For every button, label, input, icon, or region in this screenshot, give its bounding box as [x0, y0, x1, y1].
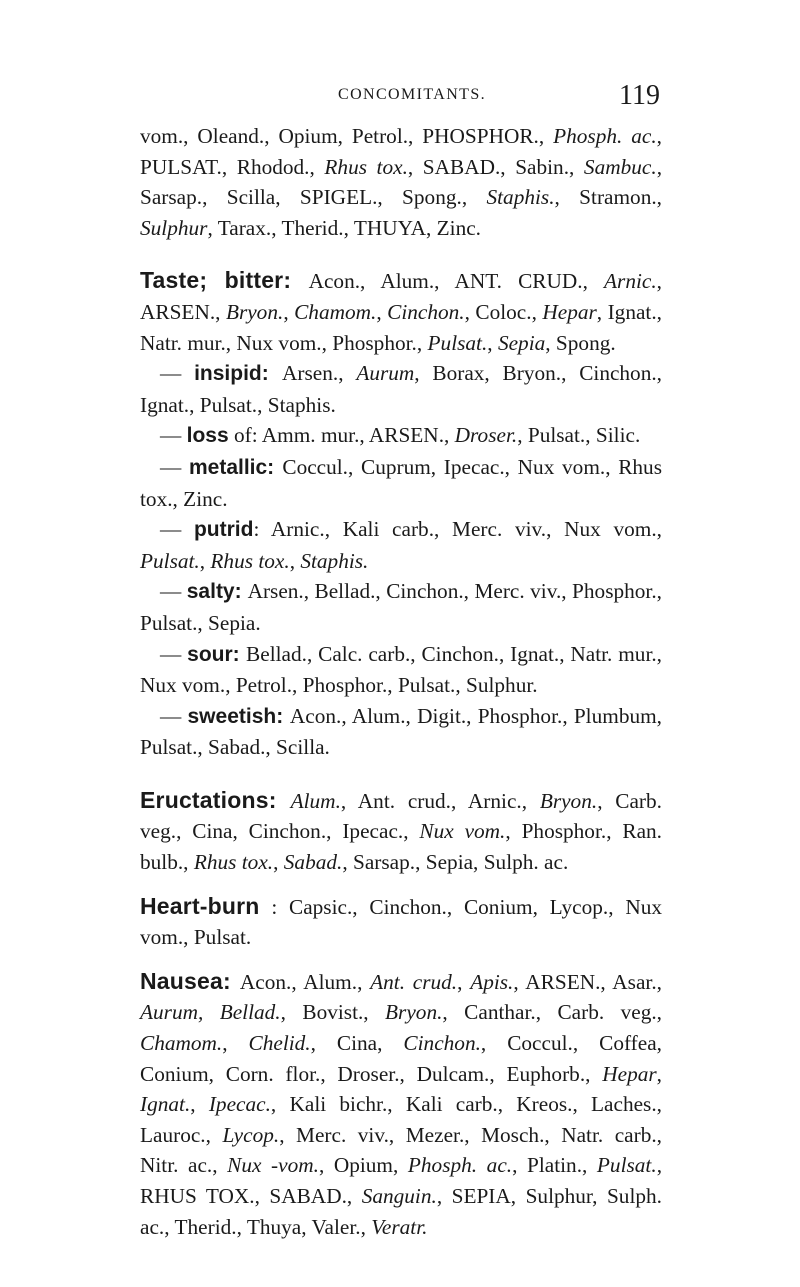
italic-remedy: Staphis.: [300, 548, 369, 573]
text-run: , Pulsat., Silic.: [517, 423, 641, 448]
entry-heading: Nausea:: [140, 967, 240, 994]
text-run: , ARSEN., Asar.,: [513, 969, 662, 994]
italic-remedy: Veratr.: [371, 1214, 428, 1239]
subentry-heading: putrid: [193, 518, 254, 542]
subentry-paragraph: [140, 420, 662, 452]
italic-remedy: Hepar: [602, 1061, 657, 1086]
italic-remedy: Ant. crud.: [370, 969, 458, 994]
text-run: ,: [289, 548, 301, 573]
continuation-paragraph: [140, 121, 662, 243]
entry-paragraph: [140, 891, 662, 953]
subentry-paragraph: [140, 576, 662, 638]
text-run: , Stramon.,: [554, 185, 662, 210]
italic-remedy: Nux -vom.: [227, 1153, 319, 1178]
subentry-paragraph: [140, 358, 662, 420]
text-run: Coccul., Cuprum, Ipecac., Nux vom., Rhus tox., Zinc.: [140, 454, 662, 511]
subentry-heading: metallic:: [188, 455, 283, 479]
italic-remedy: Pulsat.: [427, 330, 488, 355]
text-run: —: [160, 641, 188, 666]
text-run: , Coloc.,: [464, 299, 543, 324]
text-run: —: [160, 579, 187, 604]
text-run: —: [160, 517, 194, 542]
page-number: 119: [619, 80, 660, 111]
italic-remedy: Chamom.: [294, 299, 377, 324]
italic-remedy: Pulsat.: [140, 548, 200, 573]
entry-heading: Eructations:: [140, 786, 291, 813]
italic-remedy: Phosph. ac.: [407, 1153, 513, 1178]
text-run: ,: [222, 1031, 249, 1056]
entry-paragraph: [140, 265, 662, 358]
text-run: ,: [190, 1092, 209, 1117]
italic-remedy: Arnic.: [604, 269, 657, 294]
italic-remedy: Sulphur: [140, 215, 208, 240]
text-run: of: Amm. mur., ARSEN.,: [228, 423, 455, 448]
subentry-heading: sour:: [187, 642, 247, 666]
italic-remedy: Aurum: [356, 361, 415, 386]
text-run: Acon., Alum.,: [239, 969, 371, 994]
italic-remedy: Staphis.: [486, 185, 555, 210]
text-run: : Capsic., Cinchon., Conium, Lycop., Nux vom., Pulsat.: [140, 894, 662, 950]
italic-remedy: Rhus tox.: [210, 548, 290, 573]
italic-remedy: Bryon.: [539, 788, 598, 813]
italic-remedy: Cinchon.: [403, 1031, 481, 1056]
text-run: : Arnic., Kali carb., Merc. viv., Nux vom.,: [253, 517, 662, 542]
text-run: —: [160, 703, 188, 728]
italic-remedy: Droser.: [454, 423, 518, 448]
text-run: ,: [283, 299, 295, 324]
italic-remedy: Ignat.: [140, 1092, 191, 1117]
text-run: ,: [273, 850, 284, 875]
text-run: , Coccul., Coffea, Conium, Corn. flor., Droser., Dulcam., Euphorb.,: [140, 1031, 662, 1086]
italic-remedy: Bryon.: [385, 1000, 443, 1025]
text-run: Acon., Alum., Digit., Phosphor., Plumbum, Pulsat., Sabad., Scilla.: [140, 703, 662, 760]
text-run: —: [160, 454, 189, 479]
italic-remedy: Pulsat.: [596, 1153, 657, 1178]
italic-remedy: Cinchon.: [387, 299, 465, 324]
subentry-paragraph: [140, 639, 662, 701]
text-run: , Sarsap., Scilla, SPIGEL., Spong.,: [140, 154, 663, 210]
text-run: —: [160, 361, 195, 386]
text-run: , ARSEN.,: [140, 269, 662, 324]
text-run: , SEPIA, Sulphur, Sulph. ac., Therid., Thuya, Valer.,: [140, 1184, 662, 1239]
text-run: , Bovist.,: [280, 1000, 386, 1025]
text-run: , Phosphor., Ran. bulb.,: [140, 819, 663, 875]
text-run: Acon., Alum., ANT. CRUD.,: [308, 269, 605, 294]
text-run: ,: [487, 330, 498, 355]
italic-remedy: Rhus tox.: [324, 154, 408, 179]
text-run: ,: [376, 299, 388, 324]
italic-remedy: Phosph. ac.: [553, 124, 657, 148]
text-run: Arsen.,: [282, 361, 357, 386]
entry-paragraph: [140, 785, 662, 878]
entry-heading: Taste; bitter:: [140, 267, 309, 294]
italic-remedy: Bryon.: [225, 299, 284, 324]
text-run: , Carb. veg., Cina, Cinchon., Ipecac.,: [140, 788, 662, 844]
page-header: [0, 80, 800, 110]
text-run: Arsen., Bellad., Cinchon., Merc. viv., Phosphor., Pulsat., Sepia.: [140, 579, 662, 635]
text-run: , Sarsap., Sepia, Sulph. ac.: [342, 850, 569, 875]
text-run: ,: [457, 969, 471, 994]
text-run: , Tarax., Therid., THUYA, Zinc.: [207, 215, 481, 240]
subentry-heading: salty:: [186, 580, 248, 604]
italic-remedy: Rhus tox.: [193, 850, 274, 875]
subentry-heading: sweetish:: [187, 704, 290, 728]
italic-remedy: Aurum, Bellad.: [140, 1000, 281, 1025]
running-head: CONCOMITANTS.: [338, 86, 487, 103]
subentry-paragraph: [140, 452, 662, 514]
subentry-paragraph: [140, 701, 662, 763]
text-run: , Ant. crud., Arnic.,: [340, 788, 540, 813]
text-run: , Borax, Bryon., Cinchon., Ignat., Pulsat., Staphis.: [140, 361, 663, 417]
text-run: vom., Oleand., Opium, Petrol., PHOSPHOR.,: [140, 124, 554, 148]
text-run: , Merc. viv., Mezer., Mosch., Natr. carb., Nitr. ac.,: [140, 1122, 662, 1178]
subentry-paragraph: [140, 514, 662, 576]
text-run: , PULSAT., Rhodod.,: [140, 124, 662, 179]
text-run: , RHUS TOX., SABAD.,: [140, 1153, 663, 1208]
text-run: ,: [656, 1061, 662, 1086]
text-run: , Kali bichr., Kali carb., Kreos., Laches., Lauroc.,: [140, 1092, 662, 1147]
italic-remedy: Alum.: [290, 788, 341, 813]
entry-paragraph: [140, 966, 662, 1242]
subentry-heading: insipid:: [194, 362, 283, 386]
text-run: , SABAD., Sabin.,: [407, 154, 584, 179]
italic-remedy: Sambuc.: [583, 154, 657, 179]
italic-remedy: Sepia: [497, 330, 546, 355]
italic-remedy: Lycop.: [222, 1122, 280, 1147]
subentry-heading: loss: [186, 424, 229, 448]
italic-remedy: Hepar: [542, 299, 597, 324]
text-run: , Platin.,: [512, 1153, 597, 1178]
text-run: ,: [199, 548, 211, 573]
italic-remedy: Sanguin.: [361, 1184, 437, 1208]
text-run: , Canthar., Carb. veg.,: [442, 1000, 662, 1025]
italic-remedy: Chelid.: [248, 1031, 311, 1056]
italic-remedy: Sabad.: [283, 850, 343, 875]
entry-heading: Heart-burn: [140, 892, 260, 919]
text-run: Bellad., Calc. carb., Cinchon., Ignat., Natr. mur., Nux vom., Petrol., Phosphor., Pulsat., Sulphur.: [140, 641, 663, 698]
italic-remedy: Chamom.: [140, 1031, 223, 1056]
text-run: , Opium,: [318, 1153, 408, 1178]
text-run: , Ignat., Natr. mur., Nux vom., Phosphor.,: [140, 299, 662, 355]
italic-remedy: Ipecac.: [208, 1092, 271, 1117]
text-run: —: [160, 423, 187, 448]
italic-remedy: Apis.: [470, 969, 514, 994]
text-run: , Spong.: [545, 330, 616, 355]
italic-remedy: Nux vom.: [419, 819, 506, 844]
text-run: , Cina,: [310, 1031, 404, 1056]
page-body: [140, 121, 662, 1242]
